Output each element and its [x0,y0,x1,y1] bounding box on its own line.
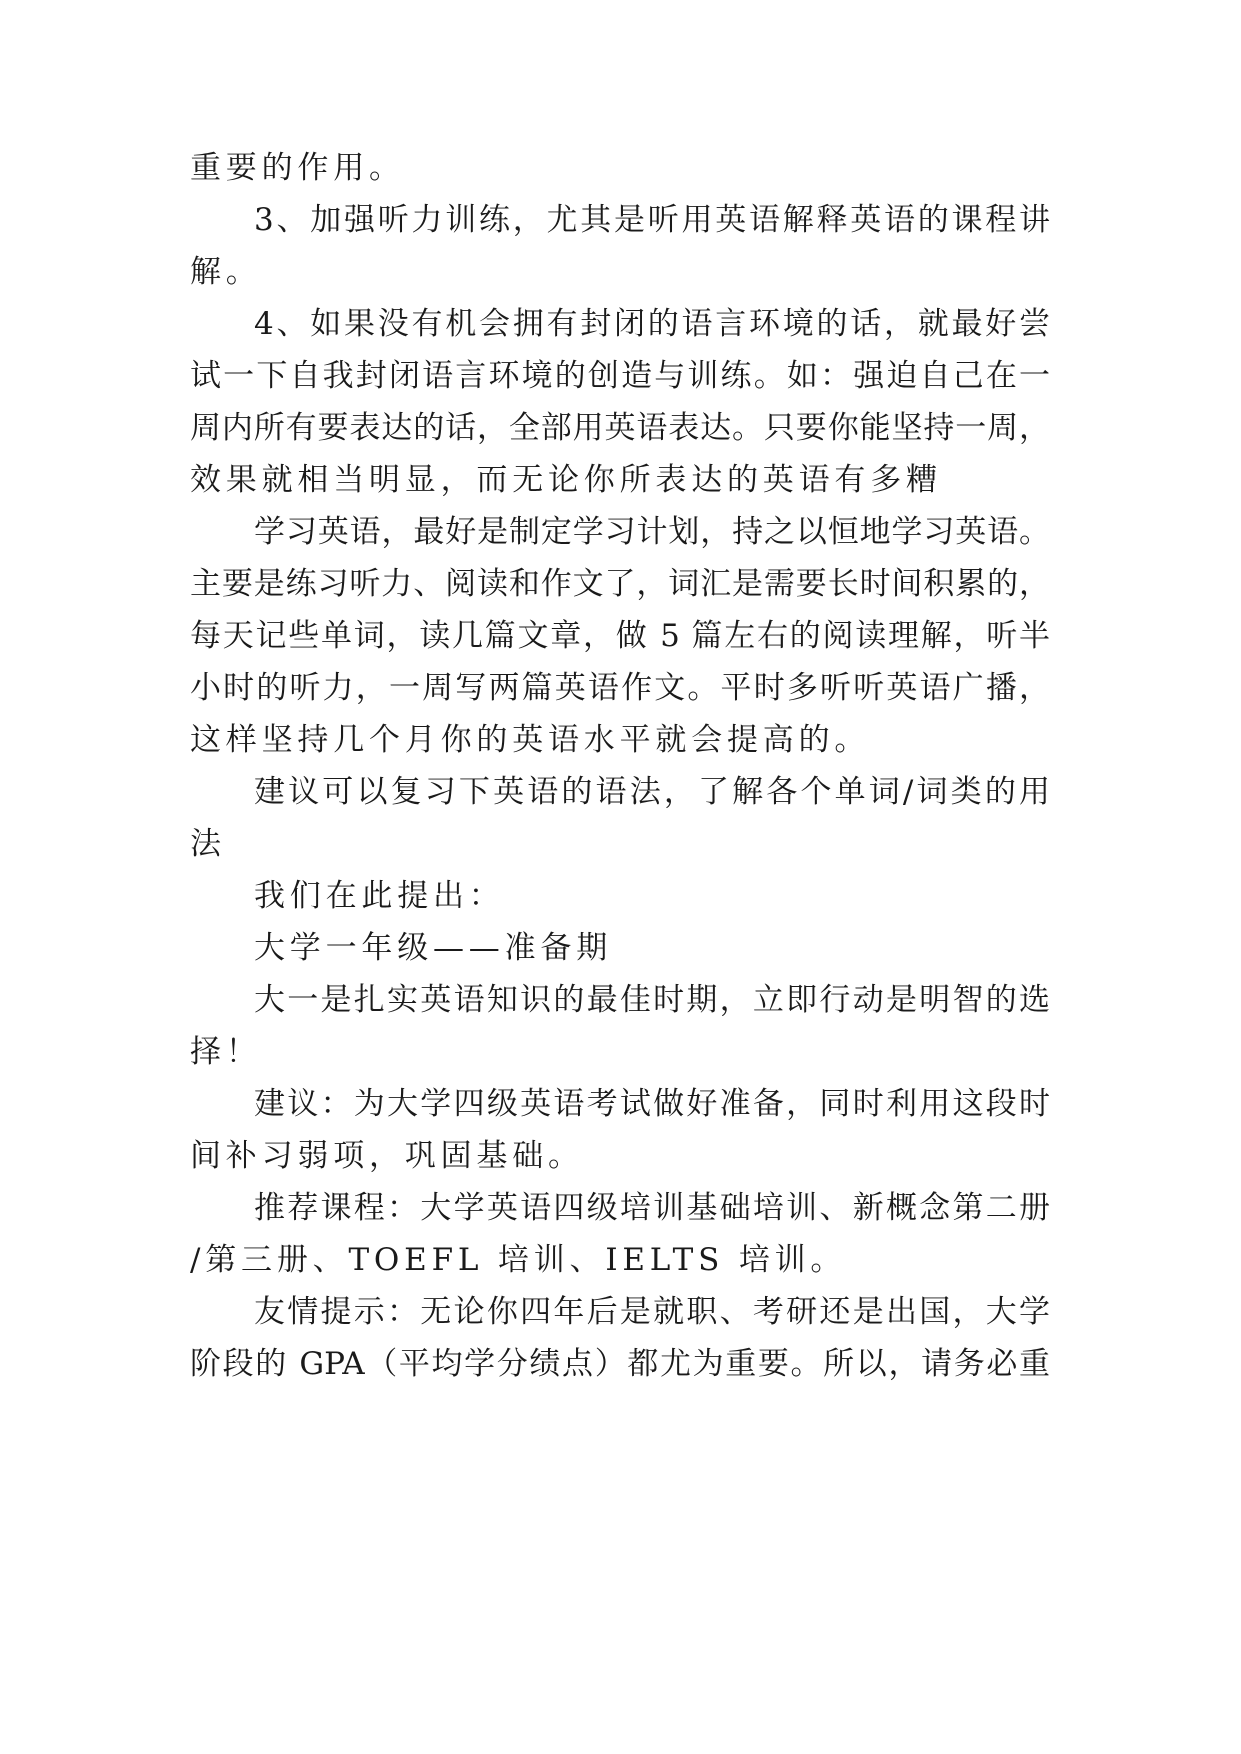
text-line: 主要是练习听力、阅读和作文了，词汇是需要长时间积累的， [190,566,1050,602]
paragraph-start-line: 建议：为大学四级英语考试做好准备，同时利用这段时 [254,1086,1050,1122]
text-line: 法 [190,826,226,862]
text-line: /第三册、TOEFL 培训、IELTS 培训。 [190,1242,847,1278]
paragraph-start-line: 学习英语，最好是制定学习计划，持之以恒地学习英语。 [254,514,1050,550]
text-line: 周内所有要表达的话，全部用英语表达。只要你能坚持一周， [190,410,1050,446]
text-line: 效果就相当明显，而无论你所表达的英语有多糟 [190,462,942,498]
text-line: 解。 [190,254,262,290]
text-line: 每天记些单词，读几篇文章，做 5 篇左右的阅读理解，听半 [190,618,1050,654]
text-line: 阶段的 GPA（平均学分绩点）都尤为重要。所以，请务必重 [190,1346,1050,1382]
text-line: 间补习弱项，巩固基础。 [190,1138,584,1174]
paragraph-start-line: 大一是扎实英语知识的最佳时期，立即行动是明智的选 [254,982,1050,1018]
paragraph-start-line: 我们在此提出： [254,878,505,914]
paragraph-start-line: 建议可以复习下英语的语法，了解各个单词/词类的用 [254,774,1050,810]
text-line: 这样坚持几个月你的英语水平就会提高的。 [190,722,871,758]
section-heading: 大学一年级——准备期 [254,930,612,966]
paragraph-start-line: 推荐课程：大学英语四级培训基础培训、新概念第二册 [254,1190,1050,1226]
text-line: 重要的作用。 [190,150,405,186]
text-line: 小时的听力，一周写两篇英语作文。平时多听听英语广播， [190,670,1050,706]
text-line: 择！ [190,1034,262,1070]
paragraph-start-line: 友情提示：无论你四年后是就职、考研还是出国，大学 [254,1294,1050,1330]
text-line: 试一下自我封闭语言环境的创造与训练。如：强迫自己在一 [190,358,1050,394]
paragraph-start-line: 4、如果没有机会拥有封闭的语言环境的话，就最好尝 [254,306,1050,342]
paragraph-start-line: 3、加强听力训练，尤其是听用英语解释英语的课程讲 [254,202,1050,238]
